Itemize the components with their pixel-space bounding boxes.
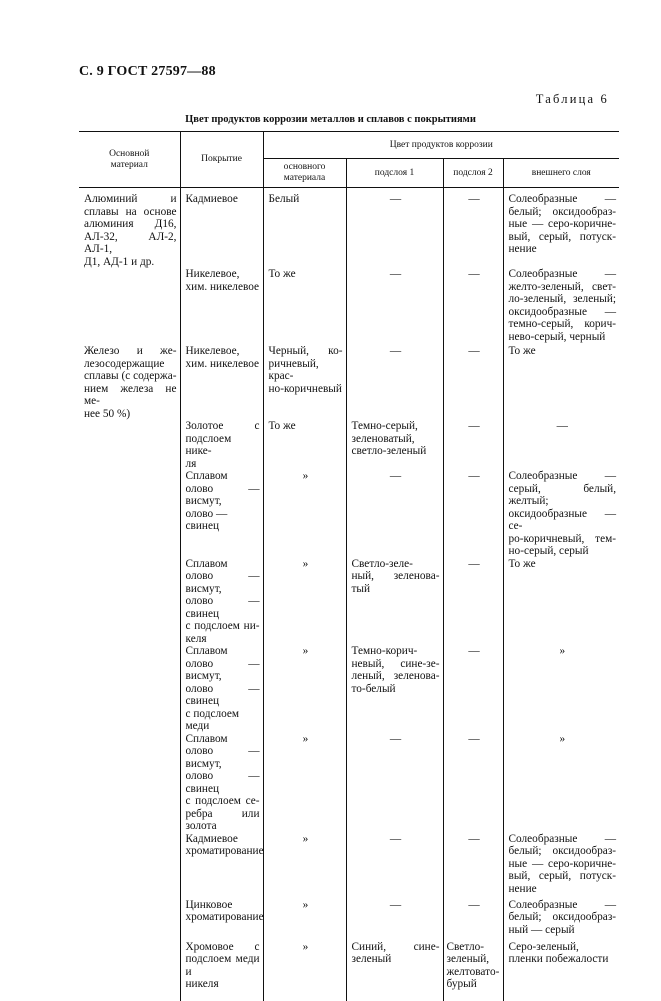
coating-cell-line: хим. никелевое [185,280,260,293]
sublayer1-cell-line: ный, зеленова- [351,570,440,582]
coating-cell-line: олово — висмут, [185,482,260,507]
coating-cell [180,833,263,899]
coating-cell-line: хроматирование [185,911,264,923]
coating-cell-line: ребра или [185,807,260,820]
coating-cell-line: келя [185,632,207,645]
base-material-cell [79,941,180,1001]
table-row [79,645,619,733]
outer-layer-cell-line: » [559,732,566,745]
table-label: Таблица 6 [535,92,609,106]
base-color-cell-line: » [302,940,309,953]
header-base-material: Основной материал [79,132,180,188]
sublayer2-cell: — [443,645,503,733]
coating-cell-line: Кадмиевое [185,832,238,845]
outer-layer-cell [503,345,619,420]
sublayer1-cell-line: светло-зеленый [351,445,427,457]
table-row [79,941,619,1001]
base-material-cell [79,188,180,269]
base-color-cell [263,188,346,269]
outer-layer-cell-line: оксидообразные — [508,305,617,318]
outer-layer-cell-line: но-серый, серый [508,545,589,557]
coating-cell-line: золота [185,820,217,832]
base-color-cell-line: » [302,645,309,657]
outer-layer-cell-line: То же [508,557,536,570]
sublayer2-cell: — [443,188,503,269]
base-color-cell [263,345,346,420]
outer-layer-cell-line: белый; оксидообраз- [508,911,617,923]
outer-layer-cell-line: То же [508,345,536,357]
outer-layer-cell-line: ро-коричневый, тем- [508,532,617,545]
base-color-cell-line: » [302,898,309,911]
outer-layer-cell-line: темно-серый, корич- [508,318,617,330]
coating-cell [180,733,263,833]
coating-cell [180,188,263,269]
sublayer2-cell: — [443,833,503,899]
sublayer1-cell: — [346,833,443,899]
sublayer1-cell [346,558,443,646]
base-material-cell-line: Железо и же- [84,345,177,357]
outer-layer-cell-line: белый; оксидообраз- [508,205,617,218]
header-coating: Покрытие [180,132,263,188]
base-color-cell-line: Белый [268,193,300,205]
coating-cell [180,470,263,558]
base-material-cell-line: алюминия Д16, [84,218,177,230]
coating-cell-line: Сплавом [185,645,228,657]
outer-layer-cell-line: Серо-зеленый, [508,940,579,953]
outer-layer-cell [503,268,619,345]
coating-cell-line: Сплавом [185,732,228,745]
outer-layer-cell-line: пленки побежалости [508,953,609,965]
base-color-cell [263,470,346,558]
base-material-cell-line: лезосодержащие [84,357,165,370]
header-outer-layer: внешнего слоя [503,159,619,188]
outer-layer-cell [503,833,619,899]
sublayer2-cell: — [443,558,503,646]
outer-layer-cell-line: оксидообразные — се- [508,507,617,532]
table-row [79,188,619,269]
sublayer2-cell: — [443,268,503,345]
base-material-cell-line: Д1, АД-1 и др. [84,255,155,268]
outer-layer-cell-line: серый, белый, желтый; [508,482,617,507]
outer-layer-cell-line: Солеобразные — [508,268,617,280]
base-material-cell [79,345,180,420]
coating-cell-line: с подслоем ни- [185,620,260,632]
outer-layer-cell-line: Солеобразные — [508,898,617,911]
header-sublayer-2: подслоя 2 [443,159,503,188]
outer-layer-cell-line: — [556,420,568,432]
coating-cell-line: олово — свинец [185,595,260,620]
base-color-cell-line: » [302,832,309,845]
outer-layer-cell-line: ло-зеленый, зеленый; [508,293,617,305]
coating-cell-line: подслоем меди и [185,953,260,978]
outer-layer-cell [503,645,619,733]
header-corrosion-color: Цвет продуктов коррозии [263,132,619,159]
sublayer1-cell: — [346,188,443,269]
outer-layer-cell-line: ный — серый [508,923,575,936]
coating-cell-line: с подслоем се- [185,795,260,807]
base-material-cell [79,833,180,899]
base-color-cell [263,268,346,345]
table-row [79,558,619,646]
base-color-cell [263,733,346,833]
outer-layer-cell-line: вый, серый, потуск- [508,230,617,243]
outer-layer-cell-line: вый, серый, потуск- [508,870,617,882]
coating-cell-line: Кадмиевое [185,193,238,205]
coating-cell [180,345,263,420]
outer-layer-cell [503,188,619,269]
outer-layer-cell-line: » [559,645,566,657]
outer-layer-cell-line: Солеобразные — [508,470,617,482]
table-body [79,188,619,1001]
sublayer2-cell: — [443,470,503,558]
outer-layer-cell-line: Солеобразные — [508,193,617,205]
outer-layer-cell [503,941,619,1001]
sublayer1-cell-line: Темно-корич- [351,645,418,657]
coating-cell-line: Сплавом [185,557,228,570]
sublayer1-cell: — [346,345,443,420]
outer-layer-cell [503,558,619,646]
sublayer2-cell: — [443,345,503,420]
coating-cell [180,268,263,345]
coating-cell-line: хим. никелевое [185,357,260,370]
base-color-cell [263,899,346,941]
outer-layer-cell-line: белый; оксидообраз- [508,845,617,857]
base-material-cell-line: нием железа не ме- [84,382,177,407]
base-material-cell-line: нее 50 %) [84,407,131,420]
base-color-cell-line: То же [268,268,296,280]
outer-layer-cell-line: желто-зеленый, свет- [508,280,617,293]
sublayer1-cell: — [346,733,443,833]
base-color-cell [263,941,346,1001]
sublayer2-cell-line: желтовато- [446,965,500,978]
coating-cell-line: олово — висмут, [185,570,260,595]
sublayer1-cell [346,645,443,733]
base-color-cell-line: То же [268,420,296,432]
table-title: Цвет продуктов коррозии металлов и сплавов с покрытиями [185,114,476,125]
coating-cell-line: Золотое с [185,420,260,432]
coating-cell-line: с подслоем меди [185,707,240,732]
sublayer1-cell-line: зеленоватый, [351,432,415,445]
sublayer2-cell: — [443,899,503,941]
coating-cell [180,941,263,1001]
sublayer1-cell: — [346,899,443,941]
base-material-cell [79,268,180,345]
base-material-cell [79,420,180,470]
sublayer2-cell [443,941,503,1001]
sublayer1-cell [346,420,443,470]
sublayer1-cell-line: невый, сине-зе- [351,657,440,670]
base-color-cell-line: » [302,557,309,570]
base-material-cell [79,645,180,733]
header-of-base: основного материала [263,159,346,188]
base-material-cell-line: АЛ-32, АЛ-2, АЛ-1, [84,230,177,255]
sublayer1-cell-line: то-белый [351,682,396,695]
base-color-cell-line: но-коричневый [268,382,342,395]
sublayer2-cell-line: зеленый, [446,953,490,965]
outer-layer-cell-line: ные — серо-коричне- [508,857,617,870]
base-color-cell-line: » [302,470,309,482]
outer-layer-cell [503,420,619,470]
coating-cell-line: Хромовое с [185,940,260,953]
sublayer2-cell: — [443,733,503,833]
outer-layer-cell [503,733,619,833]
table-row [79,733,619,833]
table-row [79,833,619,899]
base-material-cell-line: сплавы (с содержа- [84,370,177,382]
coating-cell-line: Цинковое [185,898,233,911]
coating-cell-line: Сплавом [185,470,228,482]
table-row [79,899,619,941]
outer-layer-cell-line: нение [508,882,537,895]
sublayer2-cell-line: бурый [446,978,477,990]
coating-cell [180,645,263,733]
sublayer2-cell-line: Светло- [446,940,485,953]
base-material-cell [79,733,180,833]
table-row [79,470,619,558]
outer-layer-cell-line: нево-серый, черный [508,330,606,343]
sublayer1-cell-line: тый [351,582,371,595]
coating-cell-line: никеля [185,978,219,990]
coating-cell-line: подслоем нике- [185,432,232,457]
sublayer1-cell-line: Синий, сине- [351,940,440,953]
corrosion-table [79,131,619,1001]
base-color-cell-line: Черный, ко- [268,345,343,357]
sublayer1-cell-line: леный, зеленова- [351,670,440,682]
coating-cell-line: олово — висмут, [185,657,260,682]
table-row [79,345,619,420]
sublayer1-cell: — [346,268,443,345]
coating-cell-line: олово — свинец [185,682,260,707]
base-color-cell-line: » [302,732,309,745]
table-row [79,268,619,345]
page-header: С. 9 ГОСТ 27597—88 [79,64,216,79]
sublayer1-cell-line: Темно-серый, [351,420,418,432]
outer-layer-cell-line: нение [508,243,537,255]
base-material-cell-line: сплавы на основе [84,205,177,218]
sublayer1-cell: — [346,470,443,558]
sublayer2-cell: — [443,420,503,470]
coating-cell [180,899,263,941]
base-material-cell [79,558,180,646]
coating-cell [180,420,263,470]
outer-layer-cell [503,899,619,941]
sublayer1-cell-line: Светло-зеле- [351,557,413,570]
coating-cell-line: олово — свинец [185,770,260,795]
base-color-cell [263,645,346,733]
coating-cell-line: олово — свинец [185,507,228,532]
base-color-cell [263,558,346,646]
outer-layer-cell-line: Солеобразные — [508,832,617,845]
outer-layer-cell [503,470,619,558]
coating-cell [180,558,263,646]
outer-layer-cell-line: ные — серо-коричне- [508,218,617,230]
coating-cell-line: Никелевое, [185,268,240,280]
header-sublayer-1: подслоя 1 [346,159,443,188]
coating-cell-line: хроматирование [185,845,264,857]
base-material-cell-line: Алюминий и [84,193,177,205]
base-color-cell [263,420,346,470]
base-material-cell [79,470,180,558]
table-row [79,420,619,470]
coating-cell-line: Никелевое, [185,345,240,357]
sublayer1-cell [346,941,443,1001]
sublayer1-cell-line: зеленый [351,953,392,965]
base-material-cell [79,899,180,941]
coating-cell-line: ля [185,457,197,470]
coating-cell-line: олово — висмут, [185,745,260,770]
base-color-cell-line: ричневый, крас- [268,357,319,382]
base-color-cell [263,833,346,899]
